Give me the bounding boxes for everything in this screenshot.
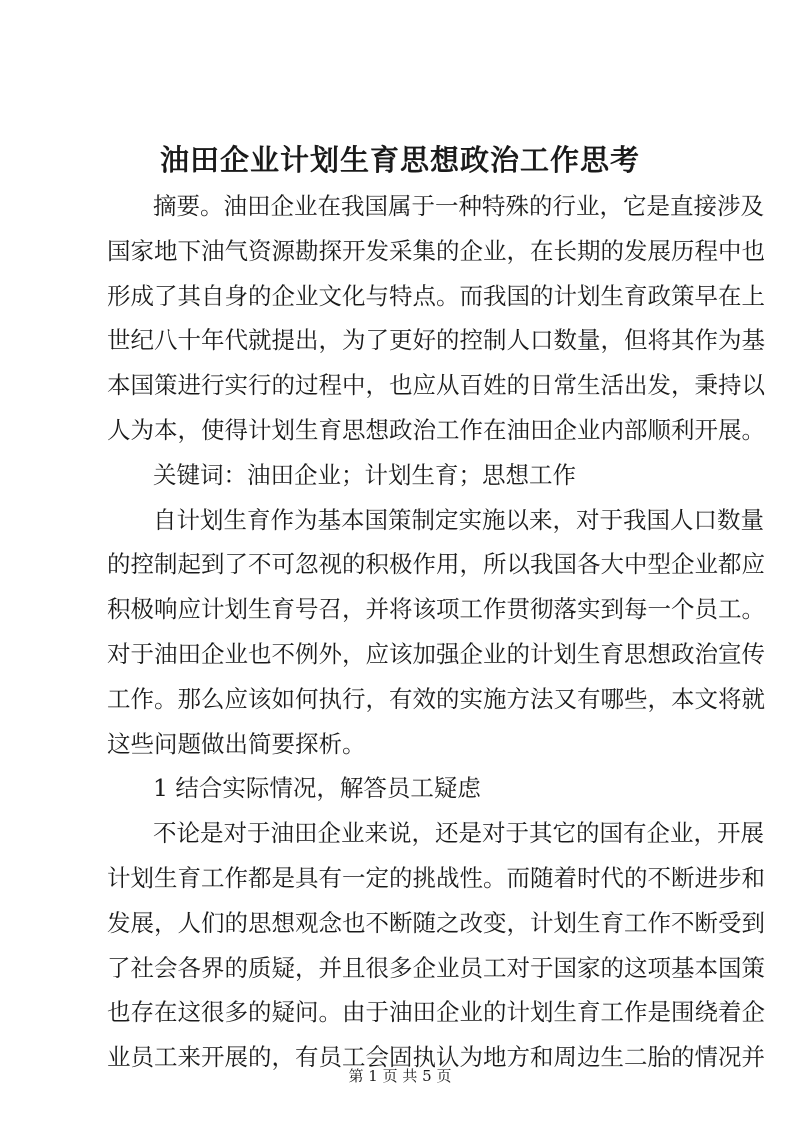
text-line: 摘要。油田企业在我国属于一种特殊的行业，它是直接涉及 (153, 192, 764, 220)
text-line: 也存在这很多的疑问。由于油田企业的计划生育工作是围绕着企 (107, 998, 765, 1027)
text-line: 本国策进行实行的过程中，也应从百姓的日常生活出发，秉持以 (107, 371, 765, 400)
page-footer: 第 1 页 共 5 页 (348, 1067, 452, 1085)
text-line: 工作。那么应该如何执行，有效的实施方法又有哪些，本文将就 (107, 684, 765, 713)
text-line: 形成了其自身的企业文化与特点。而我国的计划生育政策早在上 (107, 281, 765, 310)
document-body (107, 184, 765, 1080)
text-line: 不论是对于油田企业来说，还是对于其它的国有企业，开展 (153, 819, 764, 848)
text-line: 1 结合实际情况，解答员工疑虑 (153, 774, 481, 803)
text-line: 这些问题做出简要探析。 (107, 729, 366, 758)
text-line: 国家地下油气资源勘探开发采集的企业，在长期的发展历程中也 (107, 236, 765, 265)
text-line: 了社会各界的质疑，并且很多企业员工对于国家的这项基本国策 (107, 953, 765, 982)
text-line: 发展，人们的思想观念也不断随之改变，计划生育工作不断受到 (107, 908, 765, 937)
text-line: 积极响应计划生育号召，并将该项工作贯彻落实到每一个员工。 (107, 595, 765, 624)
text-line: 对于油田企业也不例外，应该加强企业的计划生育思想政治宣传 (107, 639, 765, 668)
text-line: 的控制起到了不可忽视的积极作用，所以我国各大中型企业都应 (107, 550, 765, 579)
text-line: 自计划生育作为基本国策制定实施以来，对于我国人口数量 (153, 505, 764, 534)
text-line: 人为本，使得计划生育思想政治工作在油田企业内部顺利开展。 (107, 415, 765, 444)
text-line: 世纪八十年代就提出，为了更好的控制人口数量，但将其作为基 (107, 326, 765, 355)
text-line: 计划生育工作都是具有一定的挑战性。而随着时代的不断进步和 (107, 863, 765, 892)
text-line: 业员工来开展的，有员工会固执认为地方和周边生二胎的情况并 (107, 1043, 765, 1072)
text-line: 关键词：油田企业；计划生育；思想工作 (153, 460, 576, 489)
document-title: 油田企业计划生育思想政治工作思考 (159, 143, 640, 177)
